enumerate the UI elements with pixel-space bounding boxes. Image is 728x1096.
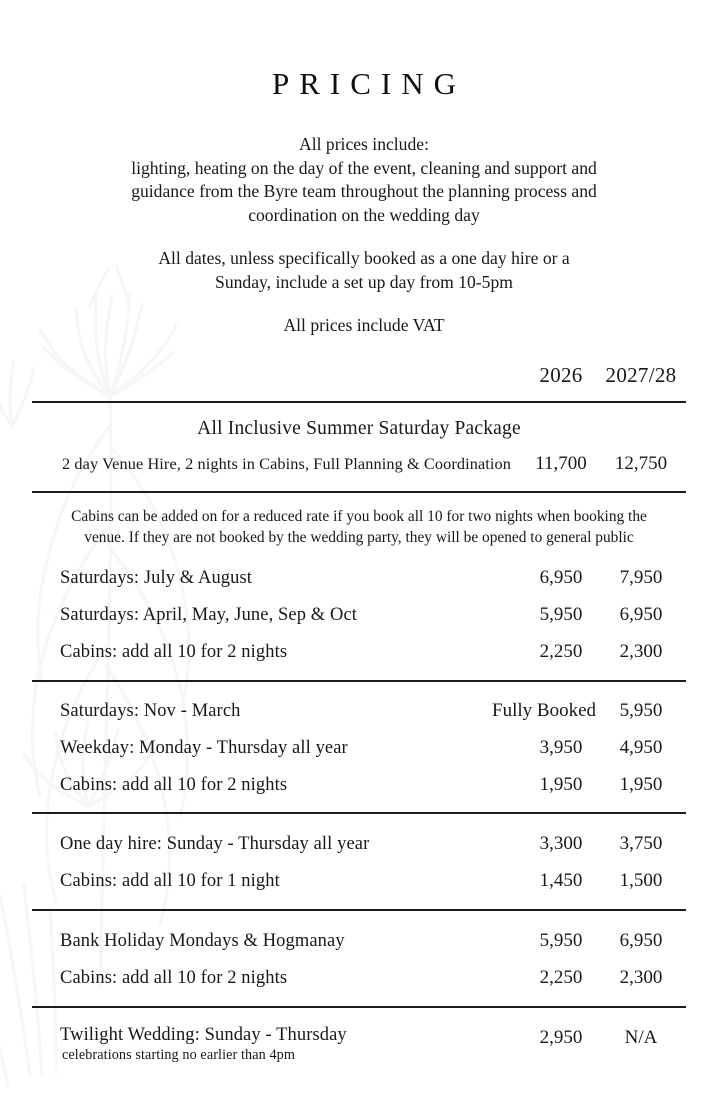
row-label: Cabins: add all 10 for 2 nights <box>60 641 288 662</box>
table-row <box>32 641 686 663</box>
intro-line: All prices include VAT <box>283 315 445 335</box>
intro-paragraph-setup-day <box>0 247 728 294</box>
cabins-note <box>32 506 686 548</box>
column-header-year-2026: 2026 <box>539 362 583 387</box>
intro-line: lighting, heating on the day of the event, cleaning and support and <box>131 157 597 178</box>
row-price-2027-28: 12,750 <box>614 452 668 474</box>
intro-paragraph-vat <box>0 314 728 338</box>
pricing-group-twilight-wedding <box>0 1008 728 1064</box>
table-row <box>32 700 686 722</box>
row-label: Saturdays: April, May, June, Sep & Oct <box>60 604 358 625</box>
intro-line: coordination on the wedding day <box>248 204 480 225</box>
row-price-2027-28: 1,500 <box>619 869 663 891</box>
intro-line: All prices include: <box>299 134 429 154</box>
row-label: Saturdays: July & August <box>60 567 253 588</box>
row-price-2026: 2,950 <box>539 1026 583 1048</box>
row-price-2027-28: 6,950 <box>619 603 663 625</box>
row-label: Cabins: add all 10 for 1 night <box>60 870 280 891</box>
intro-paragraph-inclusions <box>0 133 728 227</box>
table-row <box>32 453 686 475</box>
row-price-2027-28: 3,750 <box>619 832 663 854</box>
section-divider <box>32 401 686 403</box>
row-price-2026: 3,950 <box>539 736 583 758</box>
row-label: One day hire: Sunday - Thursday all year <box>60 833 370 854</box>
row-label: Bank Holiday Mondays & Hogmanay <box>60 930 345 951</box>
table-row <box>32 930 686 952</box>
row-price-2026: 5,950 <box>539 603 583 625</box>
table-row <box>32 870 686 892</box>
section-divider <box>32 491 686 493</box>
row-price-2027-28: 2,300 <box>619 640 663 662</box>
row-price-2027-28: 1,950 <box>619 773 663 795</box>
intro-line: guidance from the Byre team throughout the planning process and <box>131 181 597 201</box>
row-price-2027-28: 4,950 <box>619 736 663 758</box>
package-section <box>0 418 728 475</box>
cabins-note-section <box>0 506 728 548</box>
table-row <box>32 737 686 759</box>
pricing-group-offseason-weekday <box>0 682 728 796</box>
table-row <box>32 833 686 855</box>
row-price-2027-28: 5,950 <box>619 699 663 721</box>
pricing-group-summer-saturdays <box>0 548 728 663</box>
table-column-headers <box>0 363 728 388</box>
row-label: 2 day Venue Hire, 2 nights in Cabins, Full Planning & Coordination <box>62 453 512 473</box>
pricing-group-bank-holiday <box>0 911 728 989</box>
pricing-document-page <box>0 66 728 1096</box>
page-title: PRICING <box>271 66 466 101</box>
row-price-2026: 2,250 <box>539 640 583 662</box>
row-price-2026: 1,950 <box>539 773 583 795</box>
row-price-2026: 1,450 <box>539 869 583 891</box>
row-price-2026: 5,950 <box>539 929 583 951</box>
row-price-2027-28: N/A <box>624 1026 658 1048</box>
row-price-2027-28: 2,300 <box>619 966 663 988</box>
row-label: Twilight Wedding: Sunday - Thursday <box>60 1024 347 1045</box>
intro-line: Sunday, include a set up day from 10-5pm <box>215 271 513 292</box>
intro-line: All dates, unless specifically booked as a one day hire or a <box>158 248 570 268</box>
table-row <box>32 774 686 796</box>
row-price-2027-28: 6,950 <box>619 929 663 951</box>
row-label: Weekday: Monday - Thursday all year <box>60 737 348 758</box>
note-line: Cabins can be added on for a reduced rate if you book all 10 for two nights when booking the <box>71 507 647 525</box>
row-price-2026: 2,250 <box>539 966 583 988</box>
row-price-2027-28: 7,950 <box>619 566 663 588</box>
row-sublabel: celebrations starting no earlier than 4pm <box>62 1046 295 1063</box>
pricing-group-one-day-hire <box>0 814 728 892</box>
row-price-2026: 6,950 <box>539 566 583 588</box>
table-row <box>32 1025 686 1064</box>
row-price-2026: 3,300 <box>539 832 583 854</box>
table-row <box>32 967 686 989</box>
row-label: Saturdays: Nov - March <box>60 700 241 721</box>
row-price-2026: 11,700 <box>535 452 587 474</box>
package-title: All Inclusive Summer Saturday Package <box>197 417 521 439</box>
row-price-2026: Fully Booked <box>492 699 596 721</box>
row-label: Cabins: add all 10 for 2 nights <box>60 774 288 795</box>
column-header-year-2027-28: 2027/28 <box>605 362 677 387</box>
note-line: venue. If they are not booked by the wedding party, they will be opened to general public <box>84 528 634 546</box>
table-row <box>32 567 686 589</box>
table-row <box>32 604 686 626</box>
row-label: Cabins: add all 10 for 2 nights <box>60 967 288 988</box>
